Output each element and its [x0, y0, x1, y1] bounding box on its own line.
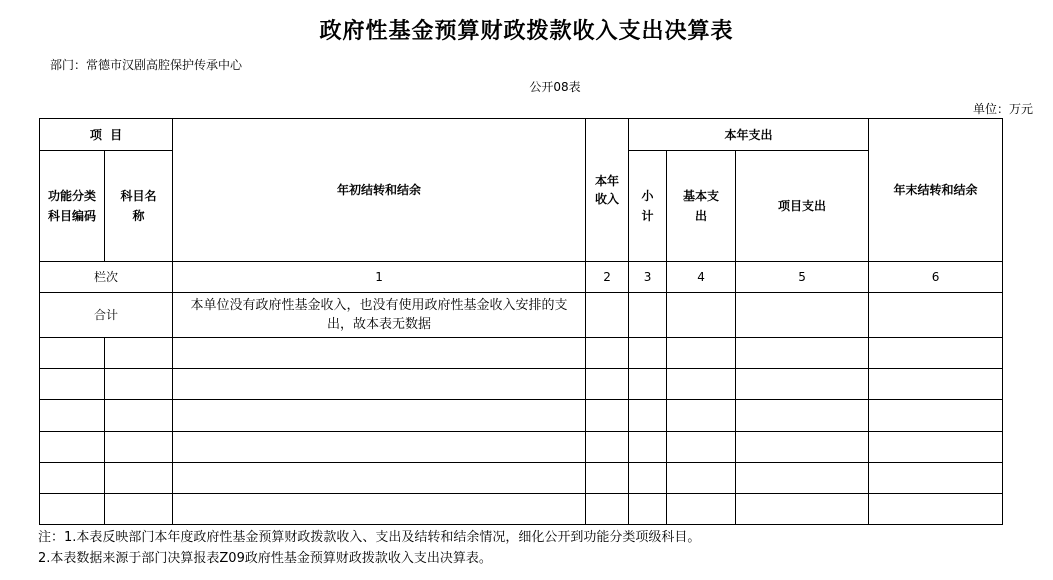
header-func-code [40, 151, 105, 262]
table-cell [869, 293, 1003, 338]
unit-label: 单位：万元 [972, 102, 1033, 116]
footnote-2: 2.本表数据来源于部门决算报表Z09政府性基金预算财政拨款收入支出决算表。 [38, 551, 492, 566]
total-row-label: 合计 [40, 293, 173, 338]
header-basic-text: 基本支出 [683, 189, 720, 223]
budget-table [39, 118, 1003, 525]
header-subtotal [629, 151, 667, 262]
header-basic [667, 151, 736, 262]
table-row [40, 494, 1003, 525]
header-begin-balance: 年初结转和结余 [173, 119, 586, 262]
form-number: 公开08表 [529, 80, 581, 94]
header-func-code-text: 功能分类科目编码 [48, 189, 97, 223]
row-index-1: 1 [173, 262, 586, 293]
row-index-label: 栏次 [40, 262, 173, 293]
header-item: 项 目 [40, 119, 173, 151]
row-index-3: 3 [629, 262, 667, 293]
table-cell [667, 293, 736, 338]
table-row [40, 432, 1003, 463]
page-title: 政府性基金预算财政拨款收入支出决算表 [319, 18, 734, 44]
table-row [40, 400, 1003, 432]
header-subject-name [105, 151, 173, 262]
footnote-1: 注：1.本表反映部门本年度政府性基金预算财政拨款收入、支出及结转和结余情况，细化公开到功能分类项级科目。 [38, 530, 701, 545]
table-row [40, 369, 1003, 400]
header-income [586, 119, 629, 262]
row-index-5: 5 [736, 262, 869, 293]
row-index-2: 2 [586, 262, 629, 293]
table-cell [586, 293, 629, 338]
table-cell [629, 293, 667, 338]
header-end-balance: 年末结转和结余 [869, 119, 1003, 262]
department-label: 部门：常德市汉剧高腔保护传承中心 [50, 58, 243, 72]
row-index-6: 6 [869, 262, 1003, 293]
total-row-note: 本单位没有政府性基金收入，也没有使用政府性基金收入安排的支出，故本表无数据 [173, 293, 586, 338]
header-subtotal-text: 小计 [641, 189, 654, 223]
header-income-text: 本年收入 [595, 174, 620, 206]
row-index-4: 4 [667, 262, 736, 293]
header-project: 项目支出 [736, 151, 869, 262]
table-row [40, 338, 1003, 369]
footnotes [38, 527, 700, 569]
header-subject-name-text: 科目名称 [120, 189, 157, 223]
table-row [40, 463, 1003, 494]
table-cell [736, 293, 869, 338]
header-expense: 本年支出 [629, 119, 869, 151]
